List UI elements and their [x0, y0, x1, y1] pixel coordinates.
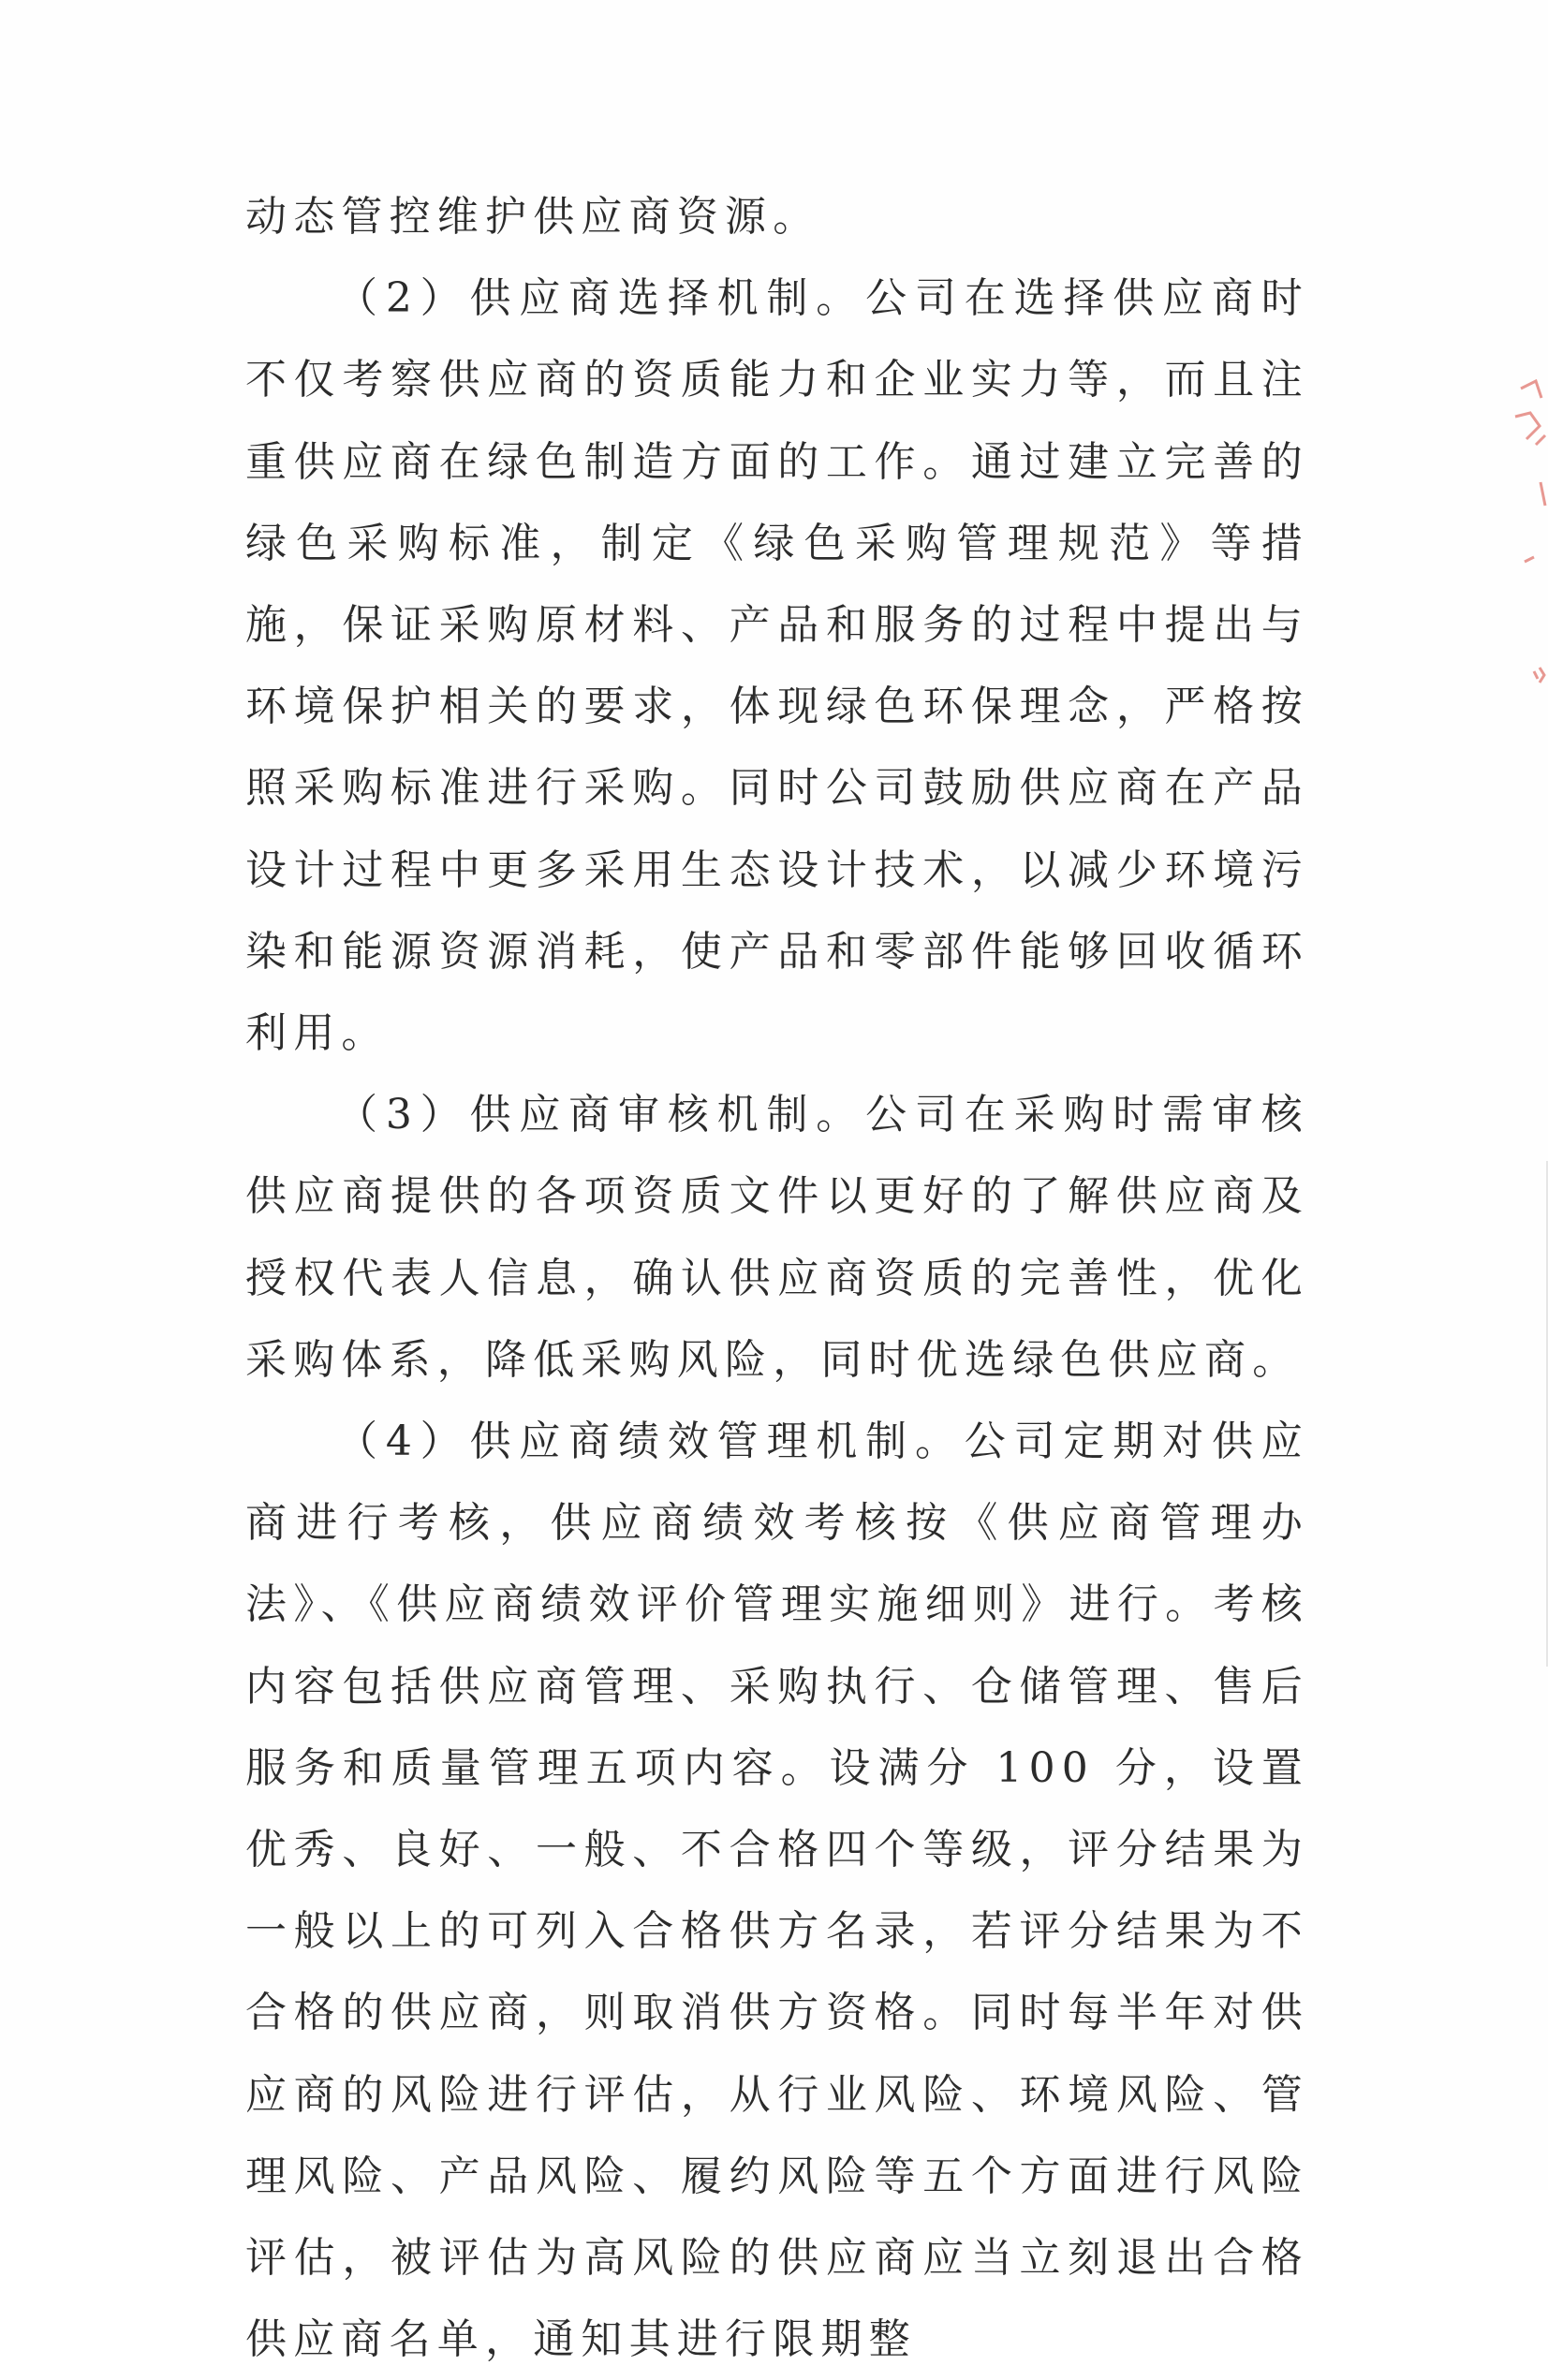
scan-edge-line	[1527, 1161, 1548, 1667]
paragraph-supplier-audit: （3）供应商审核机制。公司在采购时需审核供应商提供的各项资质文件以更好的了解供应商及授权代表人信息，确认供应商资质的完善性，优化采购体系，降低采购风险，同时优选绿色供应商。	[245, 1091, 1309, 1384]
paragraph-continuation: 动态管控维护供应商资源。	[245, 193, 821, 241]
seal-fragment-icon	[1498, 370, 1548, 688]
paragraph-supplier-performance: （4）供应商绩效管理机制。公司定期对供应商进行考核，供应商绩效考核按《供应商管理办法》、《供应商绩效评价管理实施细则》进行。考核内容包括供应商管理、采购执行、仓储管理、售后服务和质量管理五项内容。设满分 100 分，设置优秀、良好、一般、不合格四个等级，评分结果为一般以上的可列入合格供方名录，若评分结果为不合格的供应商，则取消供方资格。同时每半年对供应商的风险进行评估，从行业风险、环境风险、管理风险、产品风险、履约风险等五个方面进行风险评估，被评估为高风险的供应商应当立刻退出合格供应商名单，通知其进行限期整	[245, 1418, 1309, 2364]
paragraph-supplier-selection: （2）供应商选择机制。公司在选择供应商时不仅考察供应商的资质能力和企业实力等，而且注重供应商在绿色制造方面的工作。通过建立完善的绿色采购标准，制定《绿色采购管理规范》等措施，保证采购原材料、产品和服务的过程中提出与环境保护相关的要求，体现绿色环保理念，严格按照采购标准进行采购。同时公司鼓励供应商在产品设计过程中更多采用生态设计技术，以减少环境污染和能源资源消耗，使产品和零部件能够回收循环利用。	[245, 274, 1309, 1058]
body-text	[245, 176, 1309, 2380]
